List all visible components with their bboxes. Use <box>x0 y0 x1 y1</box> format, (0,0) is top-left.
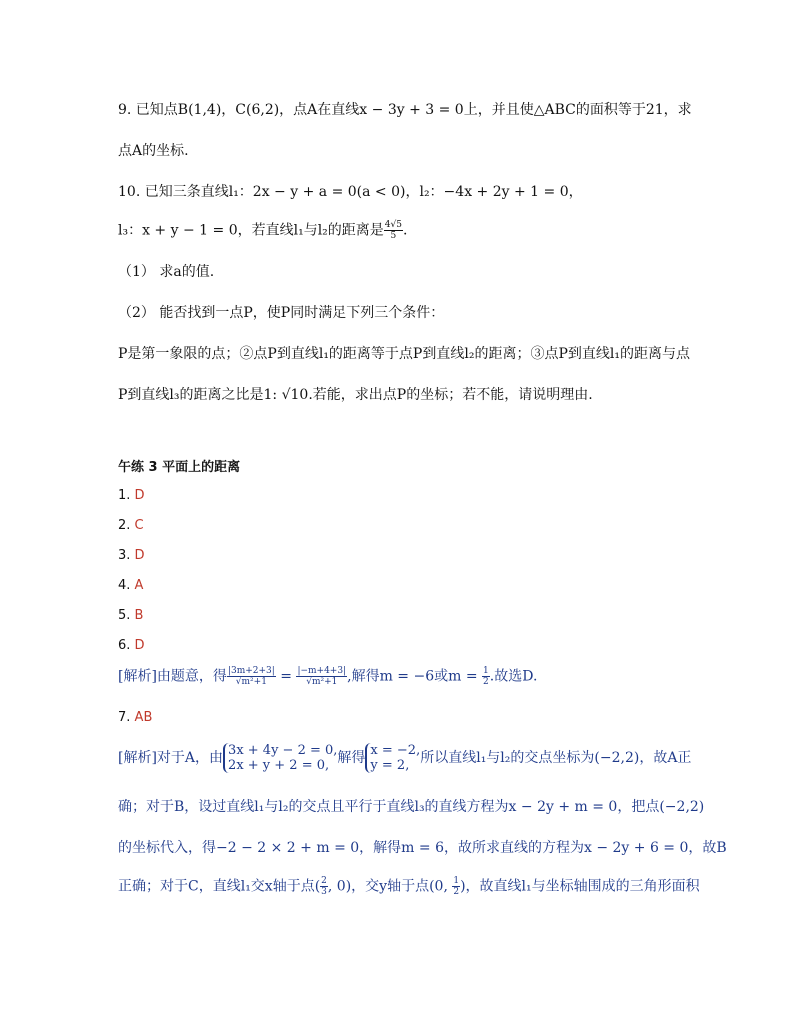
explanation-6-post: .故选D. <box>489 668 538 685</box>
explanation-7-text-2: 确；对于B，设过直线l₁与l₂的交点且平行于直线l₃的直线方程为x − 2y + m = 0，把点(−2,2) <box>118 799 705 815</box>
fraction-denominator: 5 <box>390 231 397 241</box>
explanation-7-text-3: 的坐标代入，得−2 − 2 × 2 + m = 0，解得m = 6，故所求直线的方程为x − 2y + 6 = 0，故B <box>118 840 727 856</box>
answer-7 <box>118 708 152 728</box>
explanation-7-text-4-post: )，故直线l₁与坐标轴围成的三角形面积 <box>460 878 700 895</box>
answer-5 <box>118 606 143 626</box>
fraction-denominator: 2 <box>453 887 460 897</box>
problem-10-q2-text: （2） 能否找到一点P，使P同时满足下列三个条件： <box>118 305 445 321</box>
fraction-2 <box>296 666 347 687</box>
answer-letter: D <box>134 638 145 653</box>
answer-4 <box>118 576 143 596</box>
fraction-one-half <box>452 876 460 897</box>
problem-10-q2-line-2 <box>118 344 690 364</box>
answer-letter: D <box>134 548 145 563</box>
problem-10-period: . <box>402 222 408 239</box>
answer-letter: C <box>134 518 144 533</box>
problem-10-text-2: l₃：x + y − 1 = 0，若直线l₁与l₂的距离是 <box>118 222 384 239</box>
equation-system-1 <box>223 743 337 773</box>
answer-number: 4. <box>118 578 131 593</box>
answer-6 <box>118 636 145 656</box>
fraction-denominator: 3 <box>321 887 327 897</box>
answer-letter: D <box>134 488 145 503</box>
problem-9-line-2 <box>118 141 189 161</box>
system-equation: 2x + y + 2 = 0, <box>228 758 330 773</box>
explanation-7-post: 所以直线l₁与l₂的交点坐标为(−2,2)，故A正 <box>420 750 692 766</box>
answer-number: 2. <box>118 518 131 533</box>
answer-number: 7. <box>118 710 131 725</box>
answer-2 <box>118 516 144 536</box>
fraction-numerator: |3m+2+3| <box>227 666 275 676</box>
problem-10-q2-text-3: P到直线l₃的距离之比是1: √10.若能，求出点P的坐标；若不能，请说明理由. <box>118 387 593 403</box>
answer-number: 1. <box>118 488 131 503</box>
explanation-7-line-2 <box>118 797 704 817</box>
fraction-numerator: 4√5 <box>384 220 402 230</box>
answer-letter: B <box>134 608 144 623</box>
fraction-numerator: 1 <box>453 876 460 886</box>
answer-number: 6. <box>118 638 131 653</box>
fraction-numerator: 1 <box>483 666 489 676</box>
problem-9-line-1 <box>118 100 692 120</box>
answer-letter: A <box>134 578 144 593</box>
answer-3 <box>118 546 145 566</box>
explanation-7-mid: 解得 <box>337 750 366 766</box>
problem-10-q1 <box>118 262 214 282</box>
answer-1 <box>118 486 145 506</box>
fraction-numerator: |−m+4+3| <box>297 666 347 676</box>
system-equation: y = 2, <box>370 758 410 773</box>
fraction-denominator: 2 <box>483 677 489 687</box>
explanation-7-line-1 <box>118 743 691 773</box>
equals-sign: = <box>275 668 297 685</box>
problem-10-q1-text: （1） 求a的值. <box>118 264 215 280</box>
explanation-7-text-4-mid: , 0)，交y轴于点(0, <box>327 878 453 895</box>
answer-letter: AB <box>134 710 153 725</box>
fraction-3 <box>482 666 490 687</box>
fraction-denominator: √m²+1 <box>235 677 267 687</box>
problem-10-line-2 <box>118 220 407 241</box>
problem-10-line-1 <box>118 182 583 202</box>
fraction-denominator: √m²+1 <box>306 677 338 687</box>
section-title-text: 午练 3 平面上的距离 <box>118 460 241 475</box>
explanation-6 <box>118 666 537 687</box>
problem-9-text: 9. 已知点B(1,4)，C(6,2)，点A在直线x − 3y + 3 = 0上，并且使△ABC的面积等于21，求 <box>118 102 692 118</box>
problem-9-text-2: 点A的坐标. <box>118 143 189 159</box>
explanation-7-pre: [解析]对于A，由 <box>118 750 224 766</box>
system-equation: 3x + 4y − 2 = 0, <box>228 743 338 758</box>
explanation-7-line-3 <box>118 838 727 858</box>
equation-system-2 <box>365 743 420 773</box>
explanation-7-line-4 <box>118 876 700 897</box>
problem-10-text: 10. 已知三条直线l₁：2x − y + a = 0(a < 0)，l₂：−4x + 2y + 1 = 0， <box>118 184 583 200</box>
explanation-6-mid: ,解得m = −6或m = <box>347 668 483 685</box>
problem-10-q2-text-2: P是第一象限的点；②点P到直线l₁的距离等于点P到直线l₂的距离；③点P到直线l₁的距离与点 <box>118 346 690 362</box>
section-title <box>118 458 240 478</box>
fraction-two-thirds <box>320 876 328 897</box>
system-equation: x = −2, <box>370 743 421 758</box>
fraction-1 <box>227 666 276 687</box>
problem-10-q2 <box>118 303 444 323</box>
distance-fraction <box>384 220 403 241</box>
explanation-6-pre: [解析]由题意，得 <box>118 668 227 685</box>
fraction-numerator: 2 <box>321 876 327 886</box>
problem-10-q2-line-3 <box>118 385 593 405</box>
explanation-7-text-4-pre: 正确；对于C，直线l₁交x轴于点( <box>118 878 321 895</box>
answer-number: 3. <box>118 548 131 563</box>
answer-number: 5. <box>118 608 131 623</box>
